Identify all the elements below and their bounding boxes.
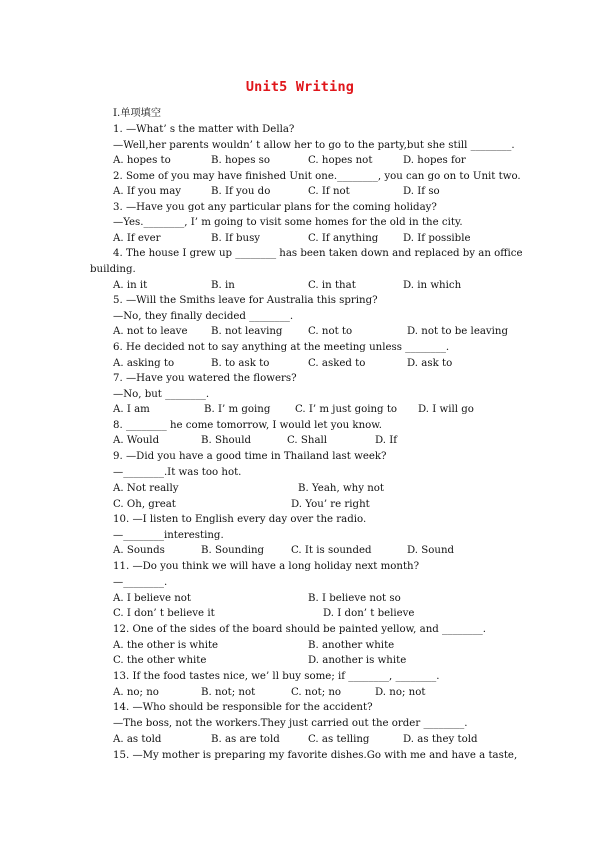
option-a: A. as told (113, 734, 162, 745)
question-9-options (113, 498, 520, 511)
question-3-options (113, 232, 520, 245)
option-a: A. If you may (113, 186, 182, 197)
option-a: A. Sounds (113, 545, 165, 556)
option-d: D. as they told (403, 734, 478, 745)
option-d: D. ask to (407, 358, 453, 369)
option-b: B. Yeah, why not (298, 483, 385, 494)
question-4-stem: building. (90, 264, 136, 275)
question-14-stem: —The boss, not the workers.They just carried out the order ________. (113, 718, 468, 729)
option-b: B. another white (308, 640, 395, 651)
option-b: B. Should (201, 435, 251, 446)
option-d: D. no; not (375, 687, 426, 698)
question-12-options (113, 639, 520, 652)
question-7-stem: 7. —Have you watered the flowers? (113, 373, 297, 384)
option-c: C. It is sounded (291, 545, 372, 556)
question-15-stem: 15. —My mother is preparing my favorite dishes.Go with me and have a taste, (113, 750, 518, 761)
question-10-stem: —________interesting. (113, 530, 224, 541)
question-5-stem: 5. —Will the Smiths leave for Australia this spring? (113, 295, 378, 306)
option-c: C. the other white (113, 655, 207, 666)
option-d: D. I don’ t believe (323, 608, 415, 619)
question-12-options (113, 654, 520, 667)
option-a: A. Not really (113, 483, 179, 494)
option-d: D. another is white (308, 655, 407, 666)
option-a: A. I believe not (113, 593, 192, 604)
option-a: A. Would (113, 435, 160, 446)
question-8-options (113, 434, 520, 447)
option-c: C. If anything (308, 233, 379, 244)
question-6-stem: 6. He decided not to say anything at the meeting unless ________. (113, 342, 450, 353)
question-6-options (113, 357, 520, 370)
option-d: D. not to be leaving (407, 326, 509, 337)
option-c: C. If not (308, 186, 350, 197)
question-7-stem: —No, but ________. (113, 389, 210, 400)
option-c: C. as telling (308, 734, 370, 745)
section-heading: Ⅰ.单项填空 (113, 108, 162, 119)
question-2-stem: 2. Some of you may have finished Unit one.________, you can go on to Unit two. (113, 171, 521, 182)
question-10-stem: 10. —I listen to English every day over the radio. (113, 514, 367, 525)
question-12-stem: 12. One of the sides of the board should be painted yellow, and ________. (113, 624, 487, 635)
question-10-options (113, 544, 520, 557)
option-a: A. asking to (113, 358, 175, 369)
question-9-stem: 9. —Did you have a good time in Thailand last week? (113, 451, 387, 462)
option-b: B. If busy (211, 233, 261, 244)
question-8-stem: 8. ________ he come tomorrow, I would let you know. (113, 420, 383, 431)
option-d: D. If so (403, 186, 440, 197)
option-d: D. I will go (418, 404, 474, 415)
option-a: A. hopes to (113, 155, 171, 166)
option-c: C. not; no (291, 687, 342, 698)
option-a: A. I am (113, 404, 150, 415)
option-b: B. If you do (211, 186, 271, 197)
question-9-options (113, 482, 520, 495)
question-2-options (113, 185, 520, 198)
option-c: C. in that (308, 280, 356, 291)
question-14-options (113, 733, 520, 746)
option-b: B. not; not (201, 687, 256, 698)
question-13-stem: 13. If the food tastes nice, we’ ll buy some; if ________, ________. (113, 671, 440, 682)
option-b: B. as are told (211, 734, 280, 745)
question-4-options (113, 279, 520, 292)
question-4-stem: 4. The house I grew up ________ has been taken down and replaced by an office (113, 248, 523, 259)
question-1-stem: 1. —What’ s the matter with Della? (113, 124, 295, 135)
question-5-options (113, 325, 520, 338)
question-1-stem: —Well,her parents wouldn’ t allow her to go to the party,but she still ________. (113, 140, 515, 151)
question-3-stem: —Yes.________, I’ m going to visit some homes for the old in the city. (113, 217, 463, 228)
question-14-stem: 14. —Who should be responsible for the accident? (113, 702, 373, 713)
option-d: D. in which (403, 280, 462, 291)
option-b: B. Sounding (201, 545, 265, 556)
question-5-stem: —No, they finally decided ________. (113, 311, 294, 322)
option-b: B. to ask to (211, 358, 270, 369)
option-c: C. Oh, great (113, 499, 176, 510)
question-11-options (113, 607, 520, 620)
option-a: A. not to leave (113, 326, 188, 337)
option-c: C. not to (308, 326, 353, 337)
question-3-stem: 3. —Have you got any particular plans for the coming holiday? (113, 202, 437, 213)
option-c: C. I’ m just going to (295, 404, 398, 415)
question-11-options (113, 592, 520, 605)
option-c: C. asked to (308, 358, 366, 369)
option-d: D. If possible (403, 233, 471, 244)
option-a: A. in it (113, 280, 148, 291)
option-a: A. If ever (113, 233, 161, 244)
option-d: D. hopes for (403, 155, 466, 166)
question-11-stem: —________. (113, 577, 168, 588)
option-a: A. no; no (113, 687, 159, 698)
option-b: B. in (211, 280, 235, 291)
option-b: B. not leaving (211, 326, 283, 337)
question-9-stem: —________.It was too hot. (113, 467, 242, 478)
option-d: D. Sound (407, 545, 455, 556)
option-c: C. Shall (287, 435, 328, 446)
question-13-options (113, 686, 520, 699)
question-7-options (113, 403, 520, 416)
option-d: D. If (375, 435, 398, 446)
question-1-options (113, 154, 520, 167)
option-d: D. You’ re right (291, 499, 370, 510)
option-c: C. I don’ t believe it (113, 608, 215, 619)
option-a: A. the other is white (113, 640, 219, 651)
option-b: B. I believe not so (308, 593, 401, 604)
option-b: B. I’ m going (204, 404, 271, 415)
question-11-stem: 11. —Do you think we will have a long holiday next month? (113, 561, 420, 572)
page-title: Unit5 Writing (245, 79, 355, 95)
option-c: C. hopes not (308, 155, 373, 166)
option-b: B. hopes so (211, 155, 271, 166)
